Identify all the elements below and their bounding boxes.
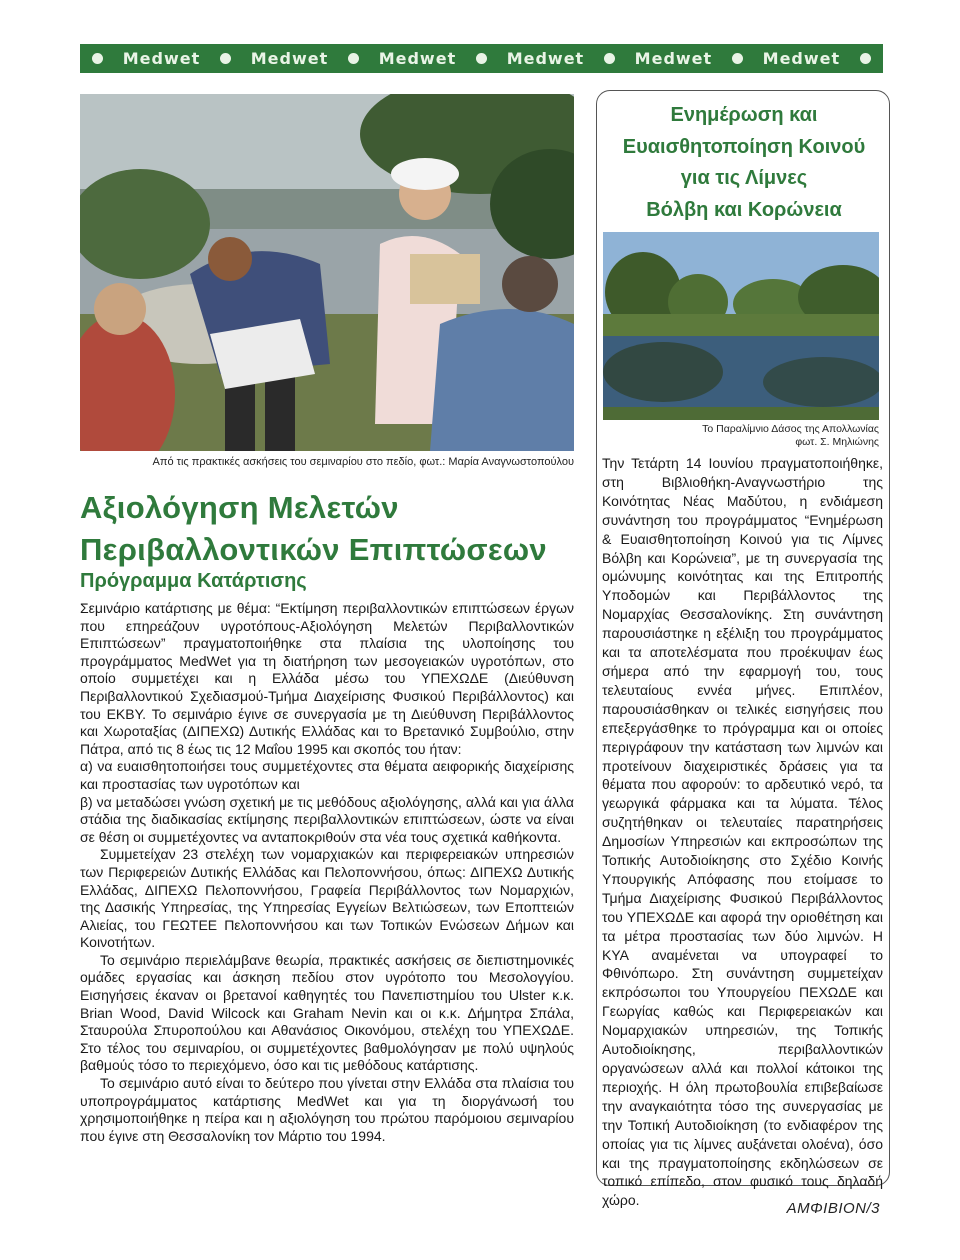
- sidebar-title-line: για τις Λίμνες: [680, 167, 808, 189]
- article-paragraph: Συμμετείχαν 23 στελέχη των νομαρχιακών και περιφερειακών υπηρεσιών των Περιφερειών Δυτικής Ελλάδας και Πελοποννήσου, όπως: ΔΙΠΕΧΩ Δυτικής Ελλάδας, ΔΙΠΕΧΩ Πελοποννήσου, Γραφεία Περιβάλλοντος των Νομαρχιών, της Δασικής Υπηρεσίας, της Υπηρεσίας Εγγείων Βελτιώσεων, των Εποπτειών Αλιείας, του ΓΕΩΤΕΕ Πελοποννήσου και των Τοπικών Ενώσεων Δήμων και Κοινοτήτων.: [80, 846, 574, 951]
- photo-caption: Από τις πρακτικές ασκήσεις του σεμιναρίου στο πεδίο, φωτ.: Μαρία Αναγνωστοπούλου: [152, 456, 574, 468]
- sidebar-title-line: Βόλβη και Κορώνεια: [646, 198, 842, 221]
- article-title-line: Περιβαλλοντικών Επιπτώσεων: [80, 532, 547, 567]
- sidebar-body: Την Τετάρτη 14 Ιουνίου πραγματοποιήθηκε, στη Βιβλιοθήκη-Αναγνωστήριο της Κοινότητας Νέας Μαδύτου, η ενδιάμεση συνάντηση του προγράμματος “Ενημέρωση & Ευαισθητοποίηση Κοινού για τις Λίμνες Βόλβη και Κορώνεια”, με τη συνεργασία της ομώνυμης κοινότητας και της Επιτροπής Υποδομών και Περιβάλλοντος της Νομαρχίας Θεσσαλονίκης. Στη συνάντηση παρουσιάστηκε η εξέλιξη του προγράμματος και τα αποτελέσματα που προέκυψαν έως σήμερα από την εφαρμογή του, τους τελευταίους εννέα μήνες. Επιπλέον, παρουσιάσθηκαν οι τελικές εισηγήσεις που επεξεργάσθηκε το πρόγραμμα και οι οποίες περιγράφουν την κατάσταση των λιμνών και προτείνουν διαχειριστικές δράσεις για τα θέματα που αφορούν: το αρδευτικό νερό, τα γεωργικά φάρμακα και τα λύματα. Τέλος συζητήθηκαν οι τελευταίες παρατηρήσεις Δημοσίων Υπηρεσιών και εκπροσώπων της Τοπικής Αυτοδιοίκησης στο Σχέδιο Κοινής Υπουργικής Απόφασης που ετοίμασε το Τμήμα Διαχείρισης Φυσικού Περιβάλλοντος του ΥΠΕΧΩΔΕ και αφορά την οριοθέτηση και τα μέτρα προστασίας των δύο λιμνών. Η ΚΥΑ αναμένεται να υπογραφεί το Φθινόπωρο. Στη συνάντηση συμμετείχαν εκπρόσωποι του Υπουργείου ΠΕΧΩΔΕ και Γεωργίας καθώς και Περιφερειακών και Νομαρχιακών υπηρεσιών, της Τοπικής Αυτοδιοίκησης, περιβαλλοντικών οργανώσεων αλλά και πολλοί κάτοικοι της περιοχής. Η όλη πρωτοβουλία επιβεβαίωσε την αναγκαιότητα τόσο της συνεργασίας με την Τοπική Αυτοδιοίκηση (το ενδιαφέρον της οποίας για τις λίμνες αυξάνεται ολοένα), όσο και της πραγματοποίησης εκδηλώσεων σε τοπικό επίπεδο, στον φυσικό τους δηλαδή χώρο.: [602, 455, 883, 1209]
- field-training-photo: [80, 94, 574, 451]
- photo-caption: [603, 423, 879, 449]
- article-paragraph: Το σεμινάριο αυτό είναι το δεύτερο που γίνεται στην Ελλάδα στα πλαίσια του υποπρογράμματος κατάρτισης MedWet και για τη διοργάνωσή του χρησιμοποιήθηκε η πείρα και η αξιολόγηση του πρώτου παρόμοιου σεμιναρίου που έγινε στη Θεσσαλονίκη τον Μάρτιο του 1994.: [80, 1075, 574, 1144]
- banner-item: Medwet: [250, 49, 329, 68]
- article-paragraph: β) να μεταδώσει γνώση σχετική με τις μεθόδους αξιολόγησης, αλλά και για άλλα στάδια της διαδικασίας εκτίμησης περιβαλλοντικών επιπτώσεων, ώστε να είναι σε θέση οι συμμετέχοντες να ανταποκριθούν στα νέα τους σχετικά καθήκοντα.: [80, 793, 574, 845]
- sidebar-title-line: Ευαισθητοποίηση Κοινού: [622, 135, 866, 158]
- lake-forest-illustration: [603, 232, 879, 420]
- article-body: [80, 600, 574, 1145]
- photo-caption-line: Το Παραλίμνιο Δάσος της Απολλωνίας: [702, 423, 879, 435]
- banner-item: Medwet: [378, 49, 457, 68]
- article-title-line: Αξιολόγηση Μελετών: [80, 490, 399, 525]
- article-paragraph: Σεμινάριο κατάρτισης με θέμα: “Εκτίμηση περιβαλλοντικών επιπτώσεων έργων που επηρεάζουν υγροτόπους-Αξιολόγηση Μελετών Περιβαλλοντικών Επιπτώσεων” πραγματοποιήθηκε στα πλαίσια της υλοποίησης του προγράμματος MedWet για τη διατήρηση των μεσογειακών υγροτόπων, στο οποίο συμμετέχει και η Ελλάδα μέσω του ΥΠΕΧΩΔΕ (Διεύθυνση Περιβαλλοντικού Σχεδιασμού-Τμήμα Διαχείρισης Φυσικού Περιβάλλοντος) και του ΕΚΒΥ. Το σεμινάριο έγινε σε συνεργασία με τη Διεύθυνση Περιβάλλοντος και Χωροταξίας (ΔΙΠΕΧΩ) Δυτικής Ελλάδας και το Βρετανικό Συμβούλιο, στην Πάτρα, από τις 8 έως τις 12 Μαΐου 1995 και σκοπός του ήταν:: [80, 600, 574, 757]
- bullet-dot-icon: [604, 53, 615, 64]
- medwet-banner: [80, 44, 883, 73]
- bullet-dot-icon: [92, 53, 103, 64]
- banner-item: Medwet: [122, 49, 201, 68]
- article-paragraph: α) να ευαισθητοποιήσει τους συμμετέχοντες στα θέματα αειφορικής διαχείρισης και προστασίας των υγροτόπων και: [80, 758, 574, 792]
- banner-item: Medwet: [634, 49, 713, 68]
- bullet-dot-icon: [860, 53, 871, 64]
- bullet-dot-icon: [476, 53, 487, 64]
- article-subtitle: Πρόγραμμα Κατάρτισης: [80, 570, 307, 592]
- banner-item: Medwet: [762, 49, 841, 68]
- article-paragraph: Το σεμινάριο περιελάμβανε θεωρία, πρακτικές ασκήσεις σε διεπιστημονικές ομάδες εργασίας και άσκηση πεδίου στον υγρότοπο του Μεσολογγίου. Εισηγήσεις έκαναν οι βρετανοί καθηγητές του Πανεπιστημίου του Ulster κ.κ. Brian Wood, David Wilcock και Graham Nevin και οι κ.κ. Δήμητρα Σπάλα, Σταυρούλα Σπυροπούλου και Αθανάσιος Οικονόμου, στελέχη του ΥΠΕΧΩΔΕ. Στο τέλος του σεμιναρίου, οι συμμετέχοντες βαθμολόγησαν με πολύ υψηλούς βαθμούς τόσο το περιεχόμενο, όσο και τις μεθόδους κατάρτισης.: [80, 951, 574, 1074]
- page-label: ΑΜΦΙΒΙΟΝ/3: [786, 1200, 880, 1217]
- bullet-dot-icon: [348, 53, 359, 64]
- article-title: [80, 487, 547, 571]
- sidebar-title: [603, 100, 885, 226]
- field-training-illustration: [80, 94, 574, 451]
- lake-forest-photo: [603, 232, 879, 420]
- bullet-dot-icon: [732, 53, 743, 64]
- photo-credit: φωτ. Σ. Μηλιώνης: [795, 436, 879, 448]
- banner-item: Medwet: [506, 49, 585, 68]
- bullet-dot-icon: [220, 53, 231, 64]
- sidebar-title-line: Ενημέρωση και: [670, 104, 818, 126]
